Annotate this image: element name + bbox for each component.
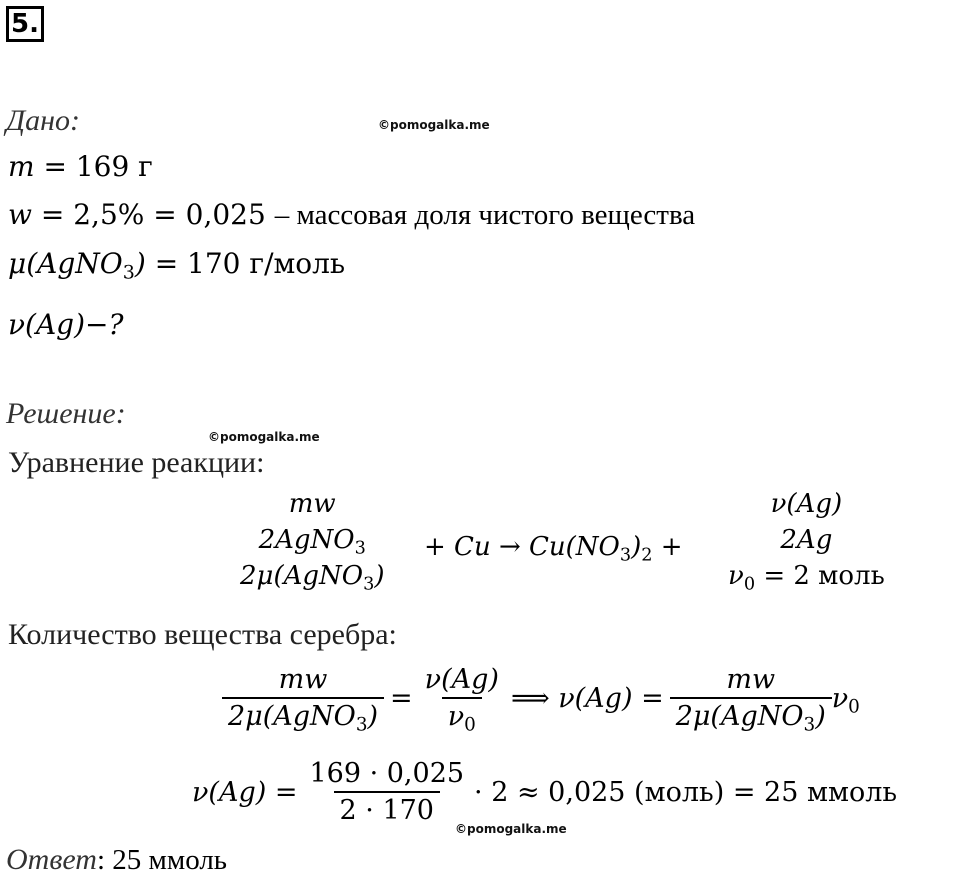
watermark: ©pomogalka.me bbox=[378, 118, 490, 132]
reaction-middle: + $Cu \to Cu(NO_3)_2$ + bbox=[424, 532, 683, 566]
reaction-product-column: ν(Ag) 2Ag $\nu_0 = 2$ моль bbox=[728, 489, 885, 595]
problem-number: 5. bbox=[6, 6, 44, 42]
given-heading: Дано: bbox=[6, 104, 80, 137]
reaction-reactant-column: mw 2AgNO$_3$ 2μ(AgNO$_3$) bbox=[240, 489, 385, 595]
fraction-mw-over-mu: $\frac{mw}{2\mu(AgNO_3)}$ bbox=[222, 664, 384, 732]
reaction-label: Уравнение реакции: bbox=[8, 446, 265, 479]
fraction-nu-over-nu0: $\frac{\nu(Ag)}{\nu_0}$ bbox=[424, 664, 499, 736]
watermark: ©pomogalka.me bbox=[208, 430, 320, 444]
fraction-mw-over-mu-2: $\frac{mw}{2\mu(AgNO_3)}$ bbox=[670, 664, 832, 732]
fraction-calculation: $\frac{169 \cdot 0,025}{2 \cdot 170}$ bbox=[309, 758, 465, 826]
given-fraction: w = 2,5% = 0,025 – массовая доля чистого вещества bbox=[8, 198, 696, 231]
given-unknown: ν(Ag)−? bbox=[8, 308, 124, 341]
equation-proportion: $\frac{mw}{2\mu(AgNO_3)}$ = $\frac{\nu(Ag)}{\nu_0}$ ⟹ ν(Ag) = $\frac{mw}{2\mu(AgNO_3)}$ $\nu_0$ bbox=[222, 664, 860, 732]
given-molar-mass: μ(AgNO$_3$) = 170 г/моль bbox=[8, 247, 346, 284]
watermark: ©pomogalka.me bbox=[455, 822, 567, 836]
amount-label: Количество вещества серебра: bbox=[8, 618, 397, 651]
answer: Ответ: 25 ммоль bbox=[6, 843, 228, 876]
equation-calculation: ν(Ag) = $\frac{169 \cdot 0,025}{2 \cdot 170}$ · 2 ≈ 0,025 (моль) = 25 ммоль bbox=[192, 758, 898, 826]
given-mass: m = 169 г bbox=[8, 150, 153, 183]
solution-heading: Решение: bbox=[6, 397, 126, 430]
